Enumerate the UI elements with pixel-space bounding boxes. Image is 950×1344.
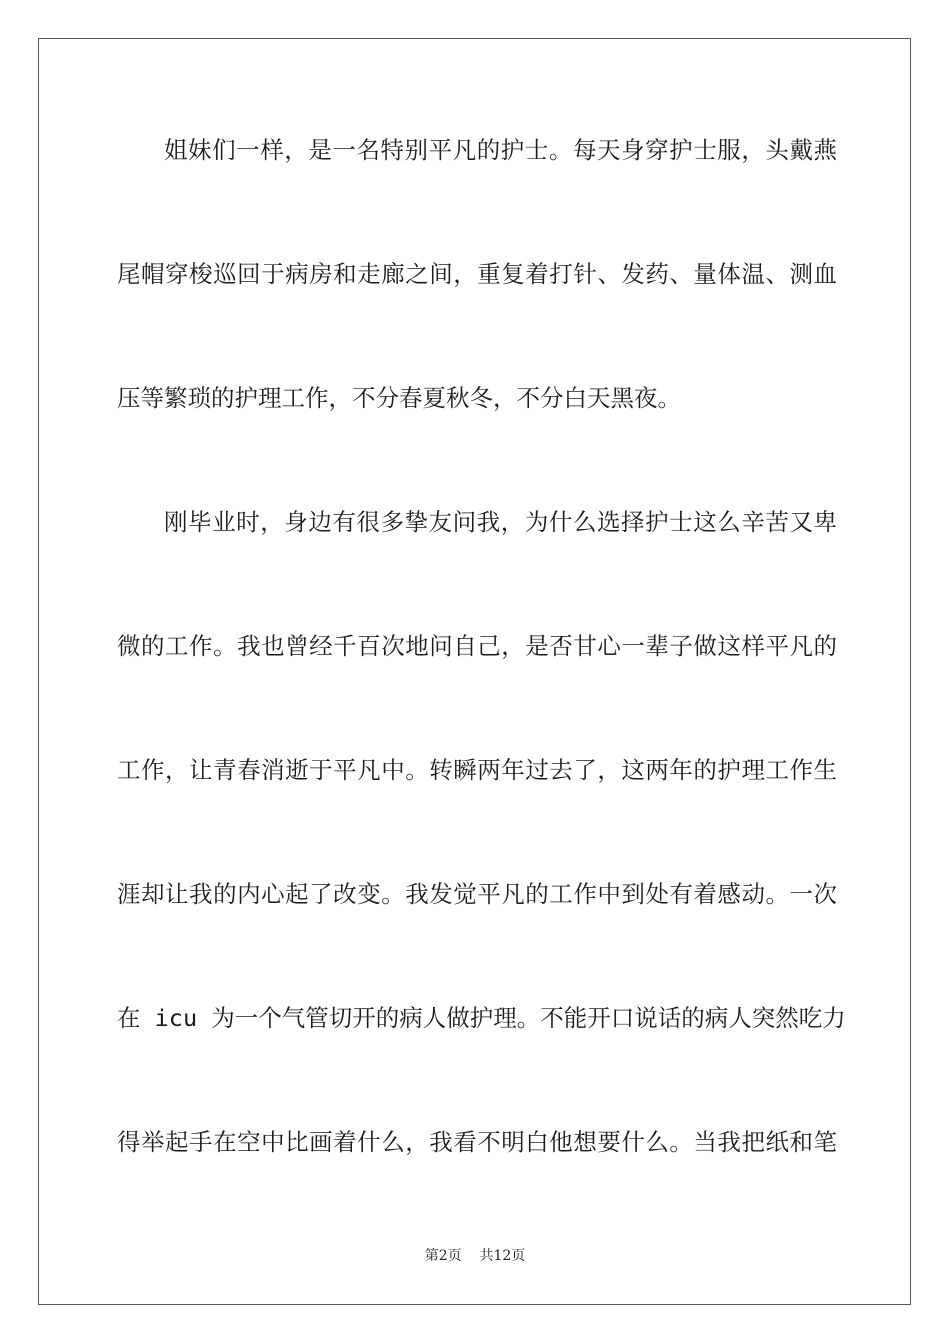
page-total: 共12页 — [479, 1248, 526, 1264]
text-line: 工作，让青春消逝于平凡中。转瞬两年过去了，这两年的护理工作生 — [117, 756, 837, 784]
text-line: 微的工作。我也曾经千百次地问自己，是否甘心一辈子做这样平凡的 — [117, 632, 837, 660]
page-footer — [0, 1246, 950, 1266]
text-line: 刚毕业时，身边有很多挚友问我，为什么选择护士这么辛苦又卑 — [164, 508, 837, 536]
text-line: 尾帽穿梭巡回于病房和走廊之间，重复着打针、发药、量体温、测血 — [117, 260, 837, 288]
text-line: 在 icu 为一个气管切开的病人做护理。不能开口说话的病人突然吃力 — [117, 1004, 846, 1032]
text-line: 压等繁琐的护理工作，不分春夏秋冬，不分白天黑夜。 — [117, 384, 681, 412]
text-line: 涯却让我的内心起了改变。我发觉平凡的工作中到处有着感动。一次 — [117, 880, 837, 908]
text-line: 得举起手在空中比画着什么，我看不明白他想要什么。当我把纸和笔 — [117, 1128, 837, 1156]
page-number: 第2页 — [424, 1248, 462, 1264]
text-line: 姐妹们一样，是一名特别平凡的护士。每天身穿护士服，头戴燕 — [164, 136, 837, 164]
page-border — [38, 38, 911, 1305]
